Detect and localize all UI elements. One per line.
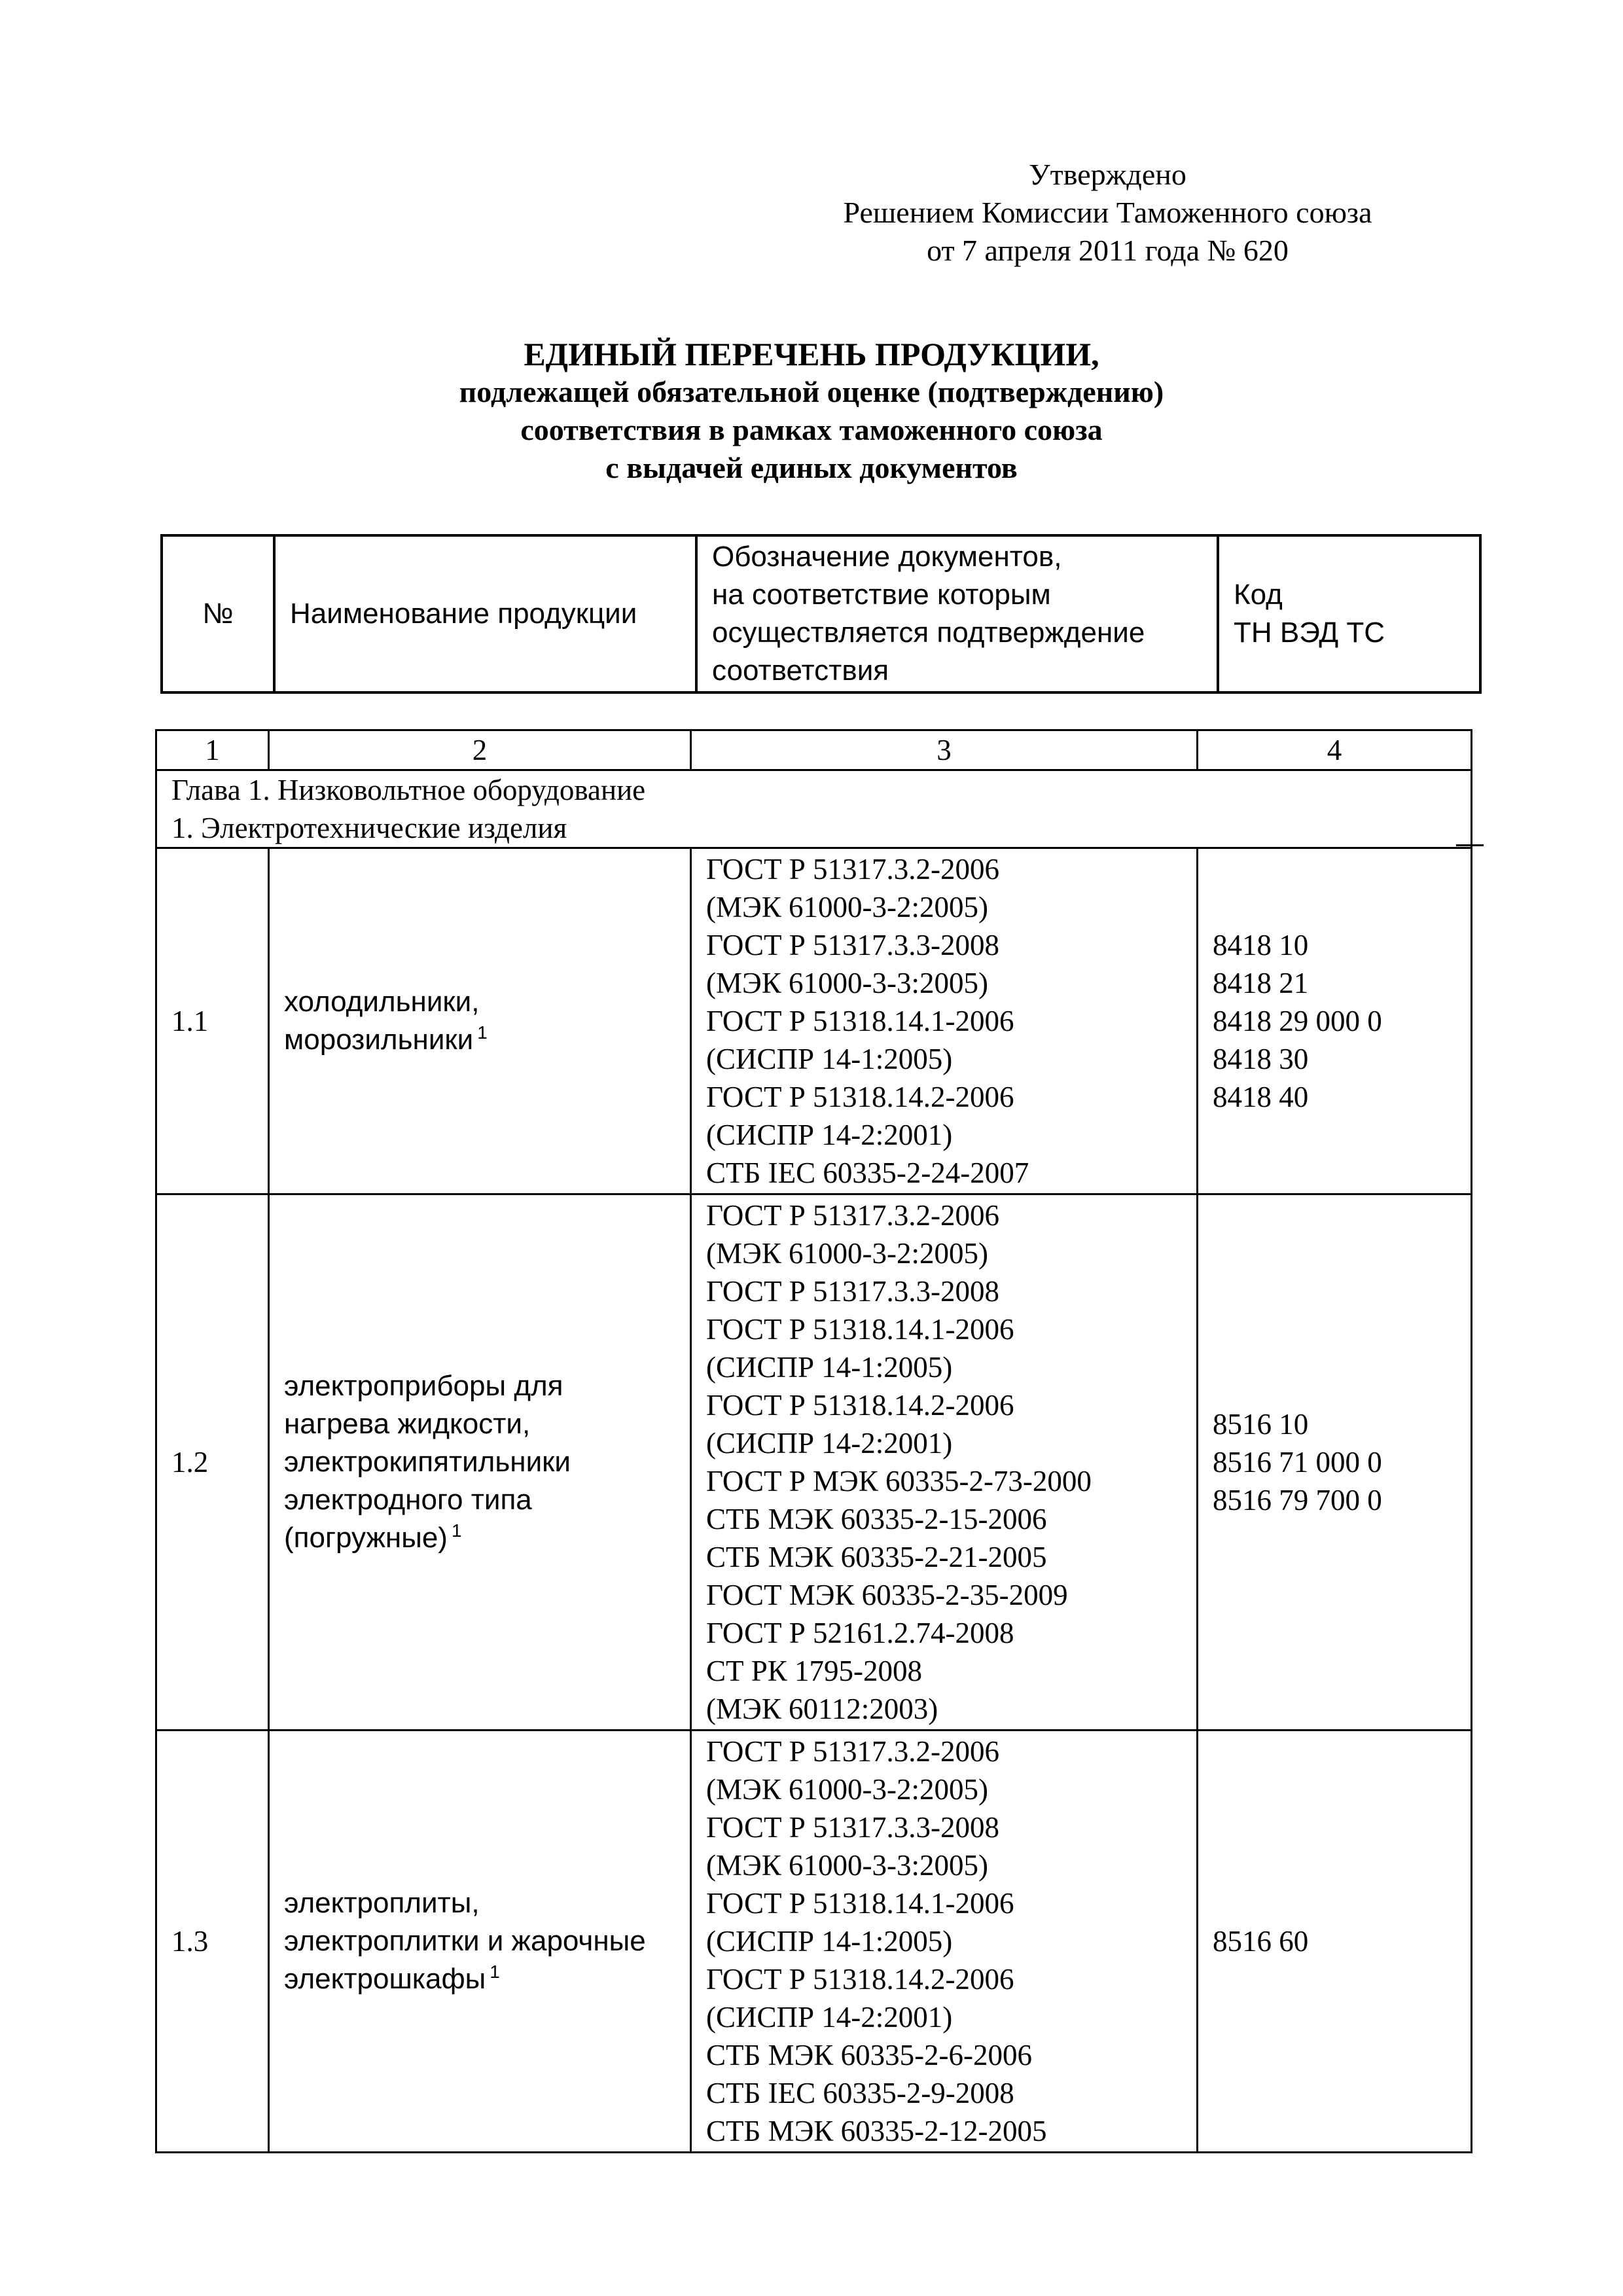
code-item: 8516 79 700 0 bbox=[1213, 1484, 1382, 1516]
chapter-heading bbox=[156, 770, 1472, 848]
section-title: 1. Электротехнические изделия bbox=[171, 812, 567, 844]
document-item: ГОСТ Р 51317.3.3-2008 bbox=[706, 1275, 999, 1308]
document-item: (МЭК 61000-3-3:2005) bbox=[706, 967, 988, 999]
document-item: (МЭК 61000-3-2:2005) bbox=[706, 1773, 988, 1806]
code-item: 8516 71 000 0 bbox=[1213, 1446, 1382, 1479]
column-number: 3 bbox=[691, 730, 1198, 770]
footnote-marker: 1 bbox=[490, 1962, 500, 1982]
document-item: (СИСПР 14-1:2005) bbox=[706, 1351, 953, 1384]
code-item: 8418 21 bbox=[1213, 967, 1309, 999]
code-item: 8516 60 bbox=[1213, 1925, 1309, 1958]
column-number-row bbox=[156, 730, 1472, 770]
header-code bbox=[1218, 535, 1480, 692]
footnote-marker: 1 bbox=[477, 1022, 488, 1043]
documents-list bbox=[691, 1731, 1198, 2153]
header-documents-line: осуществляется подтверждение bbox=[712, 617, 1145, 649]
document-item: СТБ IEC 60335-2-24-2007 bbox=[706, 1157, 1029, 1189]
codes-list bbox=[1198, 1731, 1472, 2153]
document-item: ГОСТ Р 51317.3.3-2008 bbox=[706, 1811, 999, 1844]
header-documents-line: Обозначение документов, bbox=[712, 541, 1062, 573]
column-header-row bbox=[162, 535, 1480, 692]
row-number: 1.2 bbox=[156, 1194, 269, 1731]
approval-line-3: от 7 апреля 2011 года № 620 bbox=[927, 234, 1289, 267]
product-name-line bbox=[284, 1519, 682, 1557]
column-number: 4 bbox=[1198, 730, 1472, 770]
product-table bbox=[155, 729, 1472, 2153]
row-number: 1.3 bbox=[156, 1731, 269, 2153]
code-item: 8418 30 bbox=[1213, 1043, 1309, 1075]
document-item: СТБ МЭК 60335-2-12-2005 bbox=[706, 2115, 1047, 2147]
product-name-line: холодильники, bbox=[284, 986, 480, 1018]
title-line-3: соответствия в рамках таможенного союза bbox=[520, 413, 1103, 446]
header-documents-line: соответствия bbox=[712, 655, 889, 687]
product-name-line: электродного типа bbox=[284, 1484, 532, 1516]
document-item: (СИСПР 14-1:2005) bbox=[706, 1925, 953, 1958]
title-line-2: подлежащей обязательной оценке (подтверждению) bbox=[459, 375, 1164, 408]
document-item: ГОСТ Р 51318.14.1-2006 bbox=[706, 1005, 1014, 1037]
document-item: СТ РК 1795-2008 bbox=[706, 1655, 923, 1687]
row-number: 1.1 bbox=[156, 848, 269, 1194]
chapter-row bbox=[156, 770, 1472, 848]
code-item: 8418 40 bbox=[1213, 1081, 1309, 1113]
table-row bbox=[156, 848, 1472, 1194]
product-name bbox=[269, 848, 691, 1194]
title-line-4: с выдачей единых документов bbox=[605, 451, 1018, 484]
approval-line-1: Утверждено bbox=[1029, 158, 1186, 191]
document-item: СТБ МЭК 60335-2-6-2006 bbox=[706, 2039, 1033, 2072]
document-item: ГОСТ Р 51317.3.2-2006 bbox=[706, 1199, 999, 1232]
table-edge-overhang bbox=[1456, 844, 1484, 846]
product-name-text: электрошкафы bbox=[284, 1963, 486, 1995]
approval-block bbox=[812, 156, 1404, 270]
document-item: (СИСПР 14-2:2001) bbox=[706, 1119, 953, 1151]
column-number: 2 bbox=[269, 730, 691, 770]
document-item: СТБ IEC 60335-2-9-2008 bbox=[706, 2077, 1014, 2109]
document-title bbox=[0, 335, 1623, 487]
header-documents bbox=[696, 535, 1218, 692]
document-item: (СИСПР 14-2:2001) bbox=[706, 2001, 953, 2034]
title-line-1: ЕДИНЫЙ ПЕРЕЧЕНЬ ПРОДУКЦИИ, bbox=[524, 336, 1099, 372]
document-item: ГОСТ Р МЭК 60335-2-73-2000 bbox=[706, 1465, 1092, 1498]
document-item: (СИСПР 14-2:2001) bbox=[706, 1427, 953, 1460]
product-name bbox=[269, 1731, 691, 2153]
product-name-line: электроприборы для bbox=[284, 1370, 563, 1402]
document-item: (МЭК 61000-3-2:2005) bbox=[706, 891, 988, 924]
table-row bbox=[156, 1731, 1472, 2153]
document-item: СТБ МЭК 60335-2-15-2006 bbox=[706, 1503, 1047, 1535]
code-item: 8516 10 bbox=[1213, 1408, 1309, 1441]
document-item: (СИСПР 14-1:2005) bbox=[706, 1043, 953, 1075]
column-number: 1 bbox=[156, 730, 269, 770]
footnote-marker: 1 bbox=[451, 1520, 462, 1541]
column-header-table bbox=[160, 534, 1482, 694]
document-item: (МЭК 60112:2003) bbox=[706, 1693, 938, 1725]
document-item: ГОСТ Р 51318.14.1-2006 bbox=[706, 1887, 1014, 1920]
product-name-line: электрокипятильники bbox=[284, 1446, 571, 1478]
table-row bbox=[156, 1194, 1472, 1731]
documents-list bbox=[691, 1194, 1198, 1731]
approval-line-2: Решением Комиссии Таможенного союза bbox=[843, 196, 1372, 229]
header-documents-line: на соответствие которым bbox=[712, 579, 1051, 611]
document-item: ГОСТ Р 51317.3.3-2008 bbox=[706, 929, 999, 961]
document-item: СТБ МЭК 60335-2-21-2005 bbox=[706, 1541, 1047, 1573]
document-item: ГОСТ Р 51318.14.2-2006 bbox=[706, 1389, 1014, 1422]
code-item: 8418 29 000 0 bbox=[1213, 1005, 1382, 1037]
product-name-line: электроплитки и жарочные bbox=[284, 1925, 646, 1957]
document-item: ГОСТ Р 51318.14.2-2006 bbox=[706, 1963, 1014, 1996]
header-code-line: ТН ВЭД ТС bbox=[1234, 617, 1385, 649]
document-item: (МЭК 61000-3-2:2005) bbox=[706, 1237, 988, 1270]
document-item: ГОСТ Р 51318.14.2-2006 bbox=[706, 1081, 1014, 1113]
codes-list bbox=[1198, 1194, 1472, 1731]
product-name-line bbox=[284, 1960, 682, 1998]
product-name-text: (погружные) bbox=[284, 1522, 448, 1554]
document-item: ГОСТ МЭК 60335-2-35-2009 bbox=[706, 1579, 1068, 1611]
document-item: ГОСТ Р 51317.3.2-2006 bbox=[706, 853, 999, 886]
document-item: ГОСТ Р 51317.3.2-2006 bbox=[706, 1735, 999, 1768]
header-product-name: Наименование продукции bbox=[274, 535, 696, 692]
documents-list bbox=[691, 848, 1198, 1194]
product-name bbox=[269, 1194, 691, 1731]
product-name-line: нагрева жидкости, bbox=[284, 1408, 531, 1440]
product-name-line bbox=[284, 1021, 682, 1059]
product-name-line: электроплиты, bbox=[284, 1887, 480, 1919]
code-item: 8418 10 bbox=[1213, 929, 1309, 961]
document-item: ГОСТ Р 51318.14.1-2006 bbox=[706, 1313, 1014, 1346]
product-name-text: морозильники bbox=[284, 1024, 474, 1056]
chapter-title: Глава 1. Низковольтное оборудование bbox=[171, 774, 646, 806]
document-item: ГОСТ Р 52161.2.74-2008 bbox=[706, 1617, 1014, 1649]
header-code-line: Код bbox=[1234, 579, 1283, 611]
document-item: (МЭК 61000-3-3:2005) bbox=[706, 1849, 988, 1882]
codes-list bbox=[1198, 848, 1472, 1194]
header-number: № bbox=[162, 535, 274, 692]
